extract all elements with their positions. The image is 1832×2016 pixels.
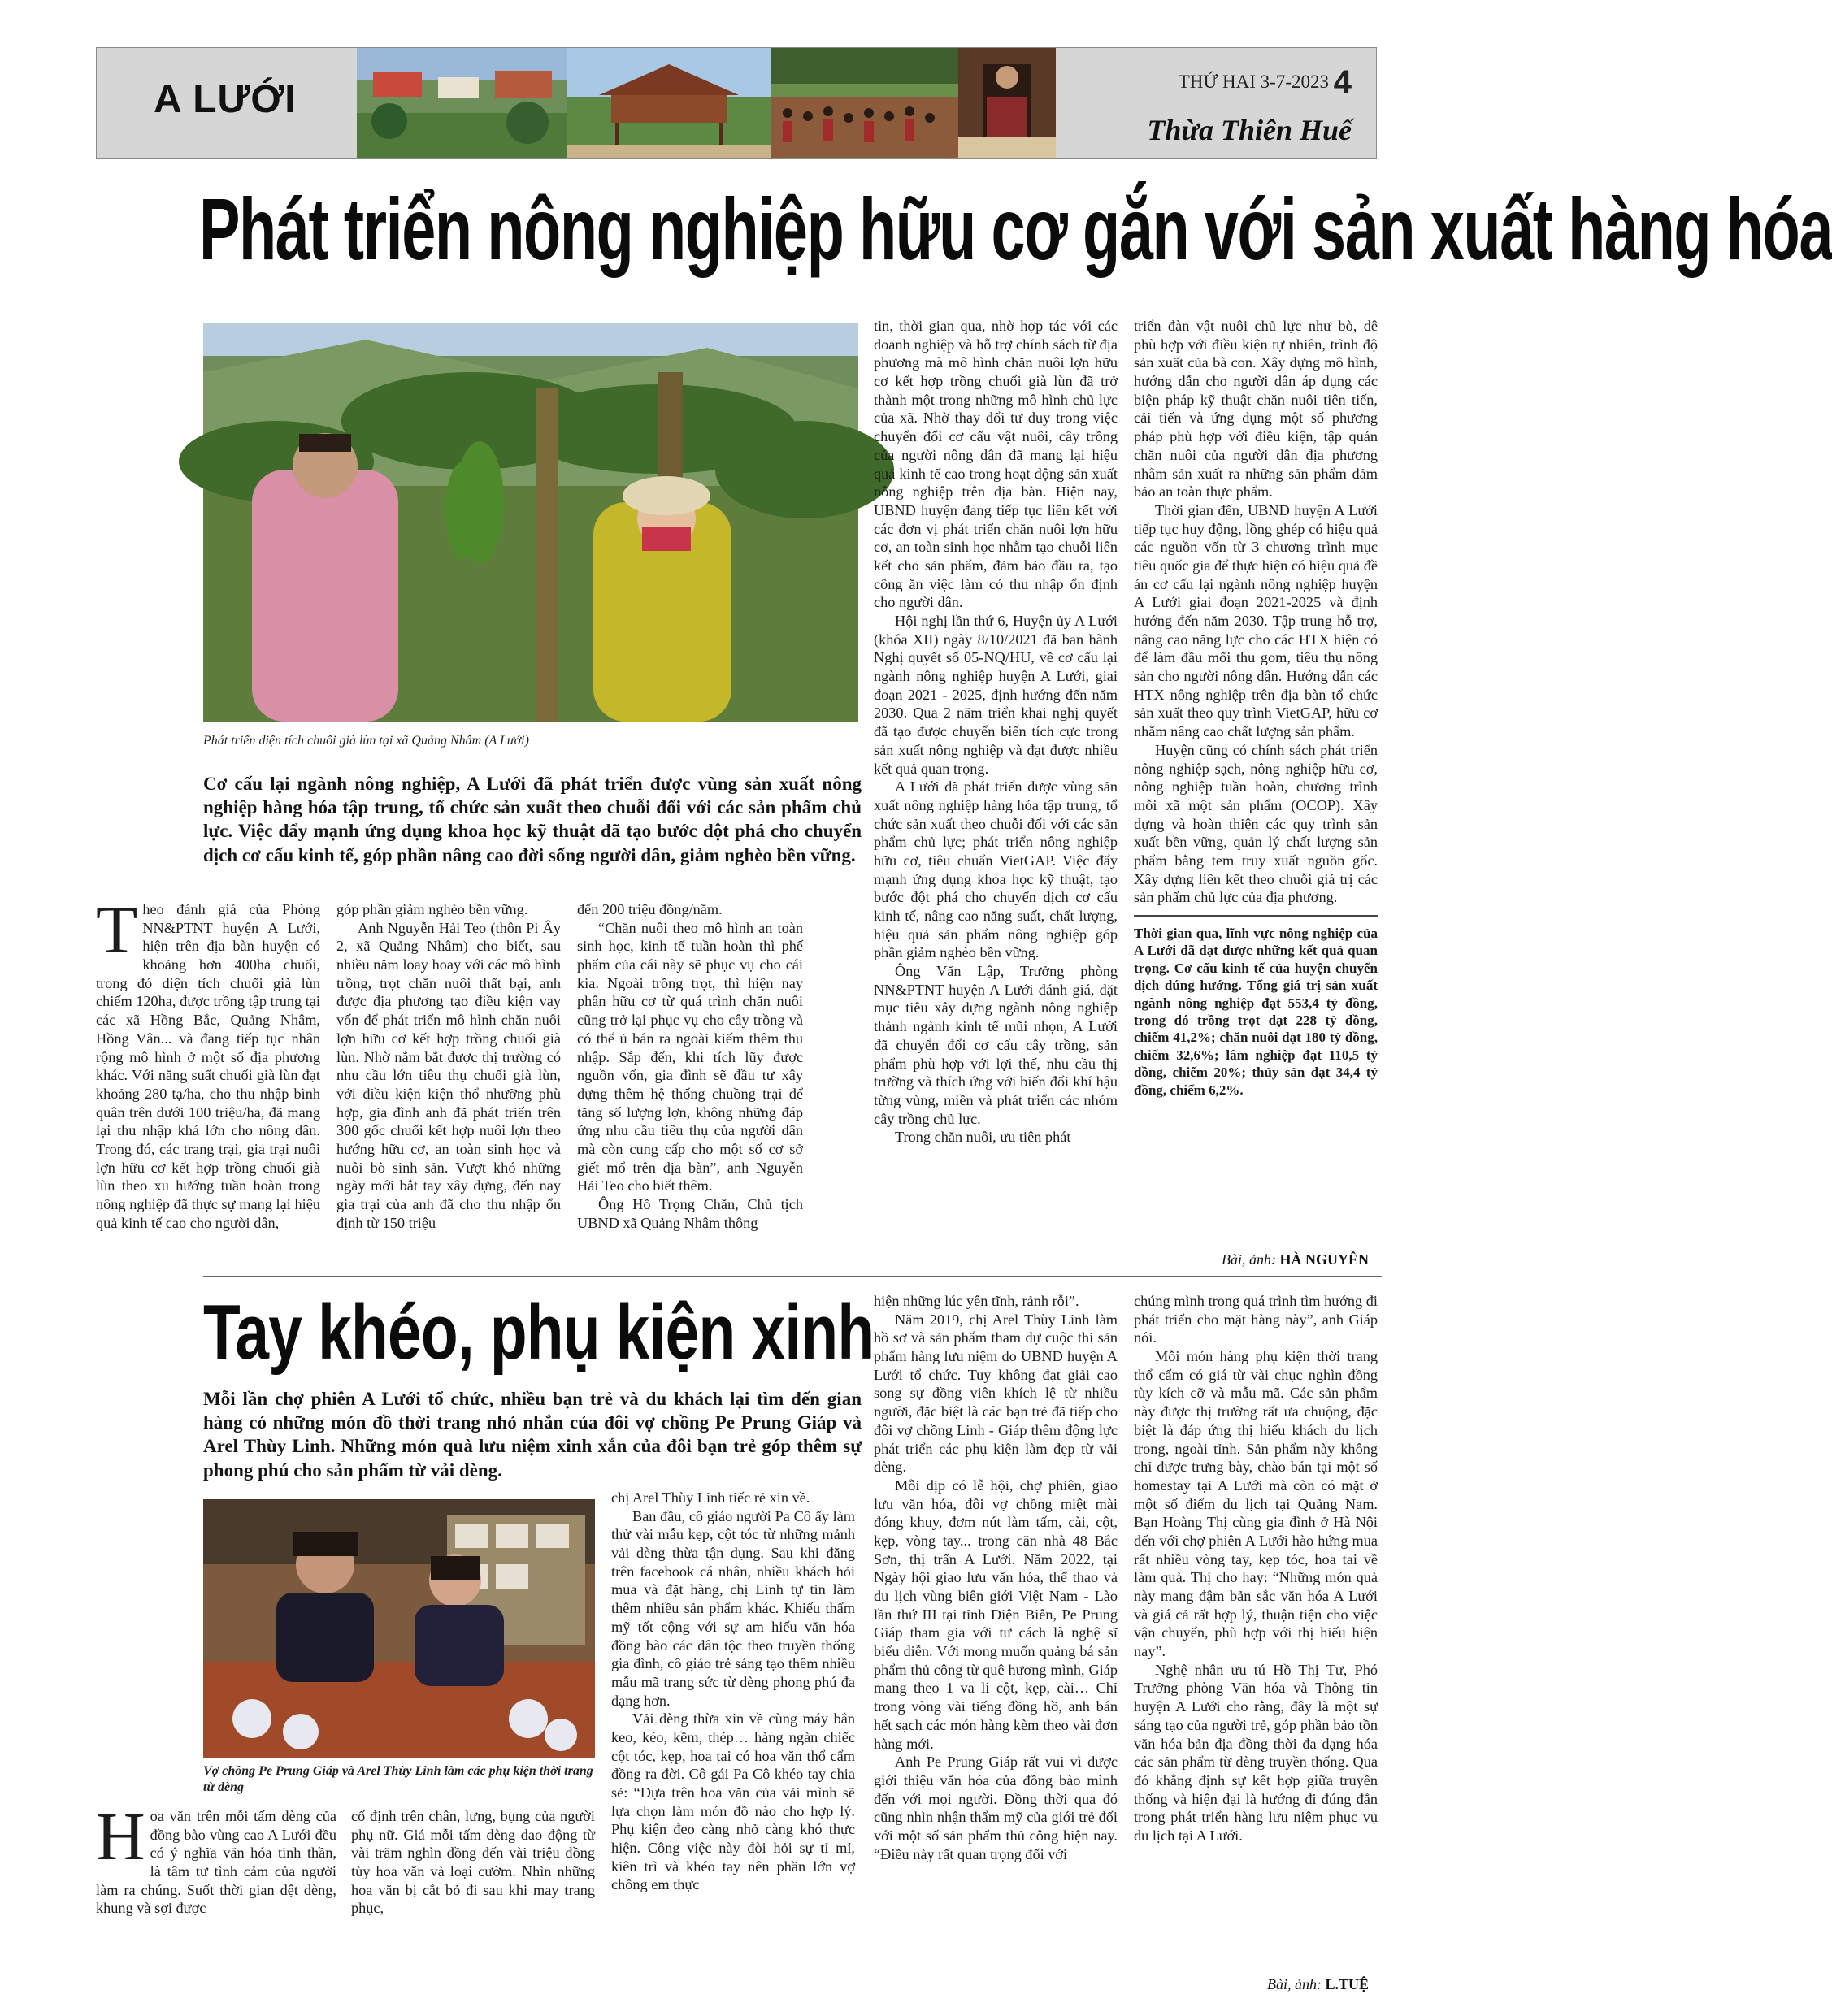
header-photo-town — [357, 48, 567, 158]
issue-date: THỨ HAI 3-7-2023 4 — [1178, 64, 1352, 100]
article2-photo — [203, 1499, 595, 1758]
article2-column-1: Hoa văn trên mỗi tấm dèng của đồng bào vùng cao A Lưới đều có ý nghĩa văn hóa tinh thần, là tâm tư tình cảm của người làm ra chúng. Suốt thời gian dệt dèng, khung và sợi được — [96, 1799, 336, 1917]
article1-byline: Bài, ảnh: HÀ NGUYÊN — [1221, 1251, 1369, 1268]
article-divider — [203, 1276, 1382, 1277]
header-photo-strip — [357, 48, 1056, 158]
article2-lead: Mỗi lần chợ phiên A Lưới tổ chức, nhiều bạn trẻ và du khách lại tìm đến gian hàng có những món đồ thời trang nhỏ nhắn của đôi vợ chồng Pe Prung Giáp và Arel Thùy Linh. Những món quà lưu niệm xinh xắn của đôi bạn trẻ góp thêm sự phong phú cho sản phẩm từ vải dèng. — [203, 1389, 862, 1481]
section-name: A LƯỚI — [154, 78, 297, 121]
article2-column-5: chúng mình trong quá trình tìm hướng đi phát triển cho mặt hàng này”, anh Giáp nói. Mỗi món hàng phụ kiện thời trang thổ cẩm có giá từ vài chục nghìn đồng tùy kích cỡ và mẫu mã. Các sản phẩm này được thị trường rất ưa chuộng, đặc biệt là đáp ứng thị hiếu khách du lịch trong, ngoài tỉnh. Sản phẩm này không chỉ được trưng bày, chào bán tại một số homestay tại A Lưới mà còn có mặt ở một số điểm du lịch tại Quảng Nam. Bạn Hoàng Thị cùng gia đình ở Hà Nội đến với chợ phiên A Lưới hào hứng mua rất nhiều vòng tay, kẹp tóc, hoa tai về làm quà. Thị cho hay: “Những món quà này mang đậm bản sắc văn hóa A Lưới và giá cả rất hợp lý, thuận tiện cho việc vận chuyển, phù hợp với thị hiếu hiện nay”. Nghệ nhân ưu tú Hồ Thị Tư, Phó Trưởng phòng Văn hóa và Thông tin huyện A Lưới cho rằng, đây là một sự sáng tạo của người trẻ, góp phần bảo tồn văn hóa bản địa đồng thời đa dạng hóa các sản phẩm từ dèng truyền thống. Qua đó khẳng định sự kết hợp giữa truyền thống và hiện đại là hướng đi đúng đắn trong phát triển hàng lưu niệm phục vụ du lịch tại A Lưới. — [1134, 1293, 1378, 1844]
article2-column-2: cố định trên chân, lưng, bụng của người phụ nữ. Giá mỗi tấm dèng dao động từ vài trăm nghìn đồng đến vài triệu đồng tùy hoa văn và loại cườm. Nhìn những hoa văn bị cắt bỏ đi sau khi may trang phục, — [351, 1808, 595, 1917]
article2-dropcap: H — [96, 1799, 145, 1875]
article1-photo — [203, 323, 858, 722]
article2-photo-caption: Vợ chồng Pe Prung Giáp và Arel Thùy Linh làm các phụ kiện thời trang từ dèng — [203, 1764, 593, 1794]
article2-column-4: hiện những lúc yên tĩnh, rảnh rỗi”. Năm 2019, chị Arel Thùy Linh làm hồ sơ và sản phẩm tham dự cuộc thi sản phẩm hàng lưu niệm do UBND huyện A Lưới tổ chức. Tuy không đạt giải cao song sự đồng viên khích lệ từ nhiều người, đặc biệt là các bạn trẻ đã tiếp cho đôi vợ chồng Linh - Giáp thêm động lực phát triển các phụ kiện làm đẹp từ vải dèng. Mỗi dịp có lễ hội, chợ phiên, giao lưu văn hóa, đôi vợ chồng miệt mài đóng khuy, đơm nút làm tấm, cài, cột, kẹp, vòng tay... trong căn nhà 48 Bắc Sơn, thị trấn A Lưới. Năm 2022, tại Ngày hội giao lưu văn hóa, thể thao và du lịch vùng biên giới Việt Nam - Lào lần thứ III tại tỉnh Điện Biên, Pe Prung Giáp tham gia với tư cách là nghệ sĩ biểu diễn. Với mong muốn quảng bá sản phẩm thủ công từ quê hương mình, Giáp mang theo 1 va li cột, kẹp, cài… Chỉ trong vòng vài tiếng đồng hồ, anh bán hết sạch các món hàng kèm theo vài đơn hàng mới. Anh Pe Prung Giáp rất vui vì được giới thiệu văn hóa của đồng bào mình đến với mọi người. Đồng thời qua đó cũng nhìn nhận thẩm mỹ của giới trẻ đối với một số sản phẩm thủ công hiện nay. “Điều này rất quan trọng đối với — [874, 1293, 1118, 1862]
header-photo-festival — [771, 48, 958, 158]
article1-column-1: Theo đánh giá của Phòng NN&PTNT huyện A Lưới, hiện trên địa bàn huyện có khoảng hơn 400ha chuối, trong đó diện tích chuối già lùn chiếm 120ha, được trồng tập trung tại các xã Hồng Bắc, Quảng Nhâm, Hồng Vân... và đang tiếp tục nhân rộng mô hình ở một số địa phương khác. Với năng suất chuối già lùn đạt khoảng 280 tạ/ha, cho thu nhập bình quân trên dưới 100 triệu/ha, đã mang lại thu nhập khá lớn cho nông dân. Trong đó, các trang trại, gia trại nuôi lợn hữu cơ kết hợp trồng chuối già lùn theo xu hướng tuần hoàn trong nông nghiệp đã thực sự mang lại hiệu quả kinh tế cao cho người dân, — [96, 892, 320, 1231]
header-photo-stilt-house — [567, 48, 771, 158]
article1-fact-box: Thời gian qua, lĩnh vực nông nghiệp của A Lưới đã đạt được những kết quả quan trọng. Cơ cấu kinh tế của huyện chuyển dịch đúng hướng. Tổng giá trị sản xuất ngành nông nghiệp đạt 553,4 tỷ đồng, trong đó trồng trọt đạt 228 tỷ đồng, chiếm 41,2%; chăn nuôi đạt 180 tỷ đồng, chiếm 32,6%; lâm nghiệp đạt 110,5 tỷ đồng, chiếm 20%; thủy sản đạt 34,4 tỷ đồng, chiếm 6,2%. — [1134, 915, 1378, 1099]
article1-lead: Cơ cấu lại ngành nông nghiệp, A Lưới đã phát triển được vùng sản xuất nông nghiệp hàng hóa tập trung, tổ chức sản xuất theo chuỗi đối với các sản phẩm chủ lực. Việc đẩy mạnh ứng dụng khoa học kỹ thuật đã tạo bước đột phá cho chuyển dịch cơ cấu kinh tế, góp phần nâng cao đời sống người dân, giảm nghèo bền vững. — [203, 774, 862, 865]
article1-column-3: đến 200 triệu đồng/năm. “Chăn nuôi theo mô hình an toàn sinh học, kinh tế tuần hoàn thì phế phẩm của cái này sẽ phục vụ cho cái kia. Ngoài trồng trọt, thì hiện nay phân hữu cơ từ quá trình chăn nuôi cũng trở lại phục vụ cho cây trồng và có thể ủ bán ra ngoài kiếm thêm thu nhập. Sắp đến, khi tích lũy được nguồn vốn, gia đình sẽ đầu tư xây dựng thêm hệ thống chuồng trại để tăng số lượng lợn, không những đáp ứng nhu cầu tiêu thụ của người dân mà còn cung cấp cho một số cơ sở giết mổ trên địa bàn”, anh Nguyễn Hải Teo cho biết thêm. Ông Hồ Trọng Chăn, Chủ tịch UBND xã Quảng Nhâm thông — [577, 901, 803, 1231]
header-photo-weaver — [958, 48, 1056, 158]
article1-headline: Phát triển nông nghiệp hữu cơ gắn với sản xuất hàng hóa — [199, 180, 1832, 278]
article1-column-2: góp phần giảm nghèo bền vững. Anh Nguyễn Hải Teo (thôn Pi Ây 2, xã Quảng Nhâm) cho biết, sau nhiều năm loay hoay với các mô hình trồng, trọt chăn nuôi thất bại, anh được địa phương tạo điều kiện vay vốn để phát triển mô hình chăn nuôi lợn hữu cơ kết hợp trồng chuối già lùn. Nhờ nắm bắt được thị trường có nhu cầu lớn tiêu thụ chuối già lùn, với điều kiện kiện thổ nhưỡng phù hợp, gia đình anh đã phát triển trên 300 gốc chuối kết hợp nuôi lợn theo hướng hữu cơ, an toàn sinh học và nuôi bò sinh sản. Vượt khó những ngày mới bắt tay xây dựng, đến nay gia trại của anh đã cho thu nhập ổn định từ 150 triệu — [336, 901, 561, 1231]
article2-column-3: chị Arel Thùy Linh tiếc rẻ xin về. Ban đầu, cô giáo người Pa Cô ấy làm thử vài mẫu kẹp, cột tóc từ những mảnh vải dèng thừa tận dụng. Sau khi đăng trên facebook cá nhân, nhiều khách hỏi mua và đặt hàng, chị Linh tự tin làm thêm nhiều sản phẩm khác. Khiếu thẩm mỹ tốt cộng với sự am hiểu văn hóa đồng bào các dân tộc theo truyền thống gia đình, cô giáo trẻ sáng tạo thêm nhiều mẫu mã trang sức từ dèng phong phú đa dạng hơn. Vải dèng thừa xin về cùng máy bắn keo, kéo, kềm, thép… hàng ngàn chiếc cột tóc, kẹp, hoa tai có hoa văn thổ cẩm đồng ra đời. Cô gái Pa Cô khéo tay chia sẻ: “Dựa trên hoa văn của vải mình sẽ lựa chọn làm món đồ nào cho hợp lý. Phụ kiện đeo càng nhỏ càng khó thực hiện. Công việc này đòi hỏi sự tỉ mỉ, kiên trì và khéo tay nên phần lớn vợ chồng em thực — [611, 1489, 855, 1893]
page-header — [96, 47, 1377, 159]
article1-column-5: triển đàn vật nuôi chủ lực như bò, dê phù hợp với điều kiện tự nhiên, trình độ sản xuất của bà con. Xây dựng mô hình, hướng dẫn cho người dân áp dụng các biện pháp kỹ thuật chăn nuôi tiên tiến, cải tiến và ứng dụng một số phương pháp phù hợp với điều kiện, tập quán chăn nuôi của người dân địa phương nhằm sản xuất ra những sản phẩm đảm bảo an toàn thực phẩm. Thời gian đến, UBND huyện A Lưới tiếp tục huy động, lồng ghép có hiệu quả các nguồn vốn từ 3 chương trình mục tiêu quốc gia để thực hiện có hiệu quả đề án cơ cấu lại ngành nông nghiệp huyện A Lưới giai đoạn 2021-2025 và định hướng đến năm 2030. Tập trung hỗ trợ, nâng cao năng lực cho các HTX hiện có để làm đầu mối thu gom, tiêu thụ nông sản cho người nông dân. Hướng dẫn các HTX nông nghiệp trên địa bàn tổ chức sản xuất theo quy trình VietGAP, hữu cơ nhằm nâng cao chất lượng sản phẩm. Huyện cũng có chính sách phát triển nông nghiệp sạch, nông nghiệp hữu cơ, nông nghiệp tuần hoàn, chương trình mỗi xã một sản phẩm (OCOP). Xây dựng và hoàn thiện các quy trình sản xuất bền vững, quản lý chất lượng sản phẩm bằng tem truy xuất nguồn gốc. Xây dựng liên kết theo chuỗi giá trị các sản phẩm chủ lực của địa phương. Thời gian qua, lĩnh vực nông nghiệp của A Lưới đã đạt được những kết quả quan trọng. Cơ cấu kinh tế của huyện chuyển dịch đúng hướng. Tổng giá trị sản xuất ngành nông nghiệp đạt 553,4 tỷ đồng, trong đó trồng trọt đạt 228 tỷ đồng, chiếm 41,2%; chăn nuôi đạt 180 tỷ đồng, chiếm 32,6%; lâm nghiệp đạt 110,5 tỷ đồng, chiếm 20%; thủy sản đạt 34,4 tỷ đồng, chiếm 6,2%. — [1134, 318, 1378, 1098]
article2-byline: Bài, ảnh: L.TUỆ — [1266, 1976, 1369, 1992]
article1-column-4: tin, thời gian qua, nhờ hợp tác với các doanh nghiệp và hỗ trợ chính sách từ địa phương mà mô hình chăn nuôi lợn hữu cơ kết hợp trồng chuối già lùn đã trở thành một trong những mô hình chủ lực của xã. Nhờ thay đổi tư duy trong việc chuyển đổi cơ cấu vật nuôi, cây trồng của người nông dân đã mang lại hiệu quả kinh tế cao trong hoạt động sản xuất nông nghiệp trên địa bàn. Hiện nay, UBND huyện đang tiếp tục liên kết với các đơn vị phát triển chăn nuôi lợn hữu cơ, an toàn sinh học nhằm tạo chuỗi liên kết cho sản phẩm, đảm bảo đầu ra, tạo công ăn việc làm có thu nhập ổn định cho người dân. Hội nghị lần thứ 6, Huyện ủy A Lưới (khóa XII) ngày 8/10/2021 đã ban hành Nghị quyết số 05-NQ/HU, về cơ cấu lại ngành nông nghiệp huyện A Lưới, giai đoạn 2021 - 2025, định hướng đến năm 2030. Qua 2 năm triển khai nghị quyết đã tạo được chuyển biến tích cực trong sản xuất nông nghiệp và đạt được nhiều kết quả quan trọng. A Lưới đã phát triển được vùng sản xuất nông nghiệp hàng hóa tập trung, tổ chức sản xuất theo chuỗi đối với các sản phẩm chủ lực; phát triển nông nghiệp hữu cơ, tiêu chuẩn VietGAP. Việc đẩy mạnh ứng dụng khoa học kỹ thuật, tạo bước đột phá cho chuyển dịch cơ cấu kinh tế, nâng cao năng suất, chất lượng, hiệu quả sản phẩm nông nghiệp góp phần giảm nghèo bền vững. Ông Văn Lập, Trưởng phòng NN&PTNT huyện A Lưới đánh giá, đặt mục tiêu xây dựng ngành nông nghiệp thành ngành kinh tế mũi nhọn, A Lưới đã chuyển đổi cơ cấu cây trồng, sản phẩm phù hợp với lợi thế, nhu cầu thị trường và thích ứng với biến đổi khí hậu từng vùng, miền và phát triển các nhóm cây trồng chủ lực. Trong chăn nuôi, ưu tiên phát — [874, 318, 1118, 1146]
newspaper-name: Thừa Thiên Huế — [1147, 114, 1352, 146]
page-number: 4 — [1333, 64, 1352, 100]
article1-photo-caption: Phát triển diện tích chuối già lùn tại xã Quảng Nhâm (A Lưới) — [203, 734, 529, 748]
article2-headline: Tay khéo, phụ kiện xinh — [203, 1289, 875, 1376]
article1-dropcap: T — [96, 892, 138, 968]
